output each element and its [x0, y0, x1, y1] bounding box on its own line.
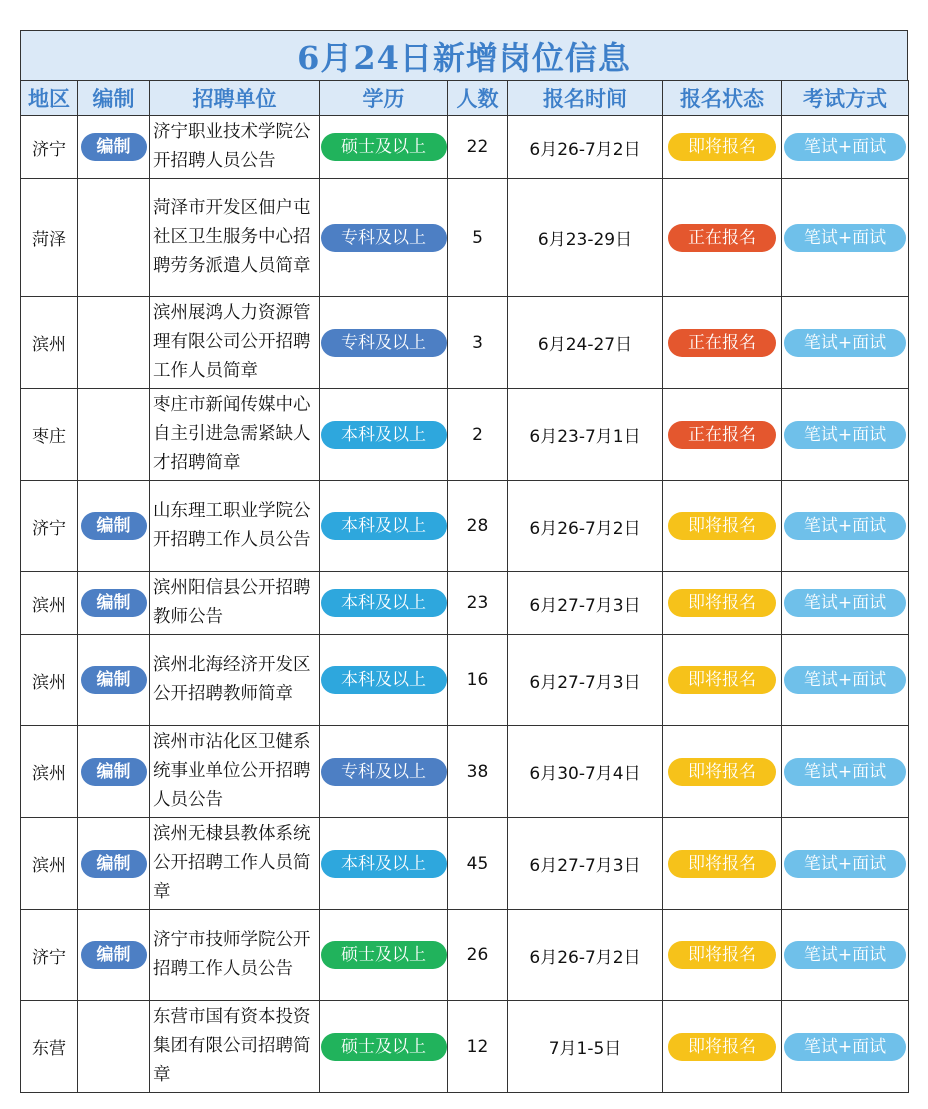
time-cell: 6月27-7月3日: [508, 818, 663, 910]
bianzhi-cell: [78, 179, 150, 297]
status-badge: 即将报名: [668, 758, 776, 786]
count-cell: 5: [448, 179, 508, 297]
bianzhi-cell: [78, 389, 150, 481]
bianzhi-cell: [78, 481, 150, 572]
time-cell: 6月26-7月2日: [508, 116, 663, 179]
region-cell: 滨州: [21, 572, 78, 635]
header-unit: 招聘单位: [150, 81, 320, 116]
exam-badge: 笔试+面试: [784, 421, 906, 449]
unit-cell: 东营市国有资本投资集团有限公司招聘简章: [150, 1001, 320, 1093]
education-badge: 硕士及以上: [321, 1033, 447, 1061]
education-cell: [320, 1001, 448, 1093]
region-cell: 济宁: [21, 481, 78, 572]
unit-cell: 滨州阳信县公开招聘教师公告: [150, 572, 320, 635]
exam-cell: [782, 116, 909, 179]
bianzhi-badge: 编制: [81, 758, 147, 786]
status-cell: [663, 179, 782, 297]
unit-cell: 滨州展鸿人力资源管理有限公司公开招聘工作人员简章: [150, 297, 320, 389]
education-cell: [320, 481, 448, 572]
education-cell: [320, 116, 448, 179]
status-badge: 正在报名: [668, 329, 776, 357]
exam-cell: [782, 297, 909, 389]
education-badge: 硕士及以上: [321, 941, 447, 969]
count-cell: 23: [448, 572, 508, 635]
region-cell: 菏泽: [21, 179, 78, 297]
table-row: [21, 116, 909, 179]
exam-cell: [782, 389, 909, 481]
time-cell: 6月23-29日: [508, 179, 663, 297]
header-status: 报名状态: [663, 81, 782, 116]
bianzhi-badge: 编制: [81, 850, 147, 878]
education-badge: 专科及以上: [321, 758, 447, 786]
education-cell: [320, 910, 448, 1001]
region-cell: 滨州: [21, 635, 78, 726]
status-cell: [663, 116, 782, 179]
unit-cell: 济宁市技师学院公开招聘工作人员公告: [150, 910, 320, 1001]
header-region: 地区: [21, 81, 78, 116]
table-row: [21, 572, 909, 635]
time-cell: 6月23-7月1日: [508, 389, 663, 481]
status-cell: [663, 726, 782, 818]
exam-cell: [782, 572, 909, 635]
exam-badge: 笔试+面试: [784, 133, 906, 161]
exam-cell: [782, 1001, 909, 1093]
bianzhi-cell: [78, 1001, 150, 1093]
status-cell: [663, 1001, 782, 1093]
count-cell: 16: [448, 635, 508, 726]
bianzhi-cell: [78, 116, 150, 179]
exam-cell: [782, 910, 909, 1001]
job-sheet: [20, 30, 908, 1093]
bianzhi-badge: 编制: [81, 133, 147, 161]
status-badge: 即将报名: [668, 850, 776, 878]
header-time: 报名时间: [508, 81, 663, 116]
exam-cell: [782, 818, 909, 910]
region-cell: 滨州: [21, 297, 78, 389]
time-cell: 6月24-27日: [508, 297, 663, 389]
unit-cell: 滨州市沾化区卫健系统事业单位公开招聘人员公告: [150, 726, 320, 818]
header-count: 人数: [448, 81, 508, 116]
exam-cell: [782, 481, 909, 572]
status-cell: [663, 481, 782, 572]
exam-badge: 笔试+面试: [784, 758, 906, 786]
header-education: 学历: [320, 81, 448, 116]
exam-badge: 笔试+面试: [784, 850, 906, 878]
unit-cell: 滨州北海经济开发区公开招聘教师简章: [150, 635, 320, 726]
exam-badge: 笔试+面试: [784, 589, 906, 617]
count-cell: 3: [448, 297, 508, 389]
table-row: [21, 726, 909, 818]
region-cell: 东营: [21, 1001, 78, 1093]
status-cell: [663, 910, 782, 1001]
education-cell: [320, 635, 448, 726]
education-badge: 专科及以上: [321, 224, 447, 252]
count-cell: 12: [448, 1001, 508, 1093]
exam-cell: [782, 179, 909, 297]
count-cell: 22: [448, 116, 508, 179]
job-table: [20, 80, 909, 1093]
bianzhi-cell: [78, 910, 150, 1001]
status-badge: 即将报名: [668, 666, 776, 694]
status-badge: 即将报名: [668, 1033, 776, 1061]
time-cell: 6月27-7月3日: [508, 635, 663, 726]
region-cell: 枣庄: [21, 389, 78, 481]
time-cell: 7月1-5日: [508, 1001, 663, 1093]
table-row: [21, 910, 909, 1001]
status-badge: 即将报名: [668, 589, 776, 617]
table-row: [21, 179, 909, 297]
education-cell: [320, 572, 448, 635]
education-cell: [320, 179, 448, 297]
exam-badge: 笔试+面试: [784, 329, 906, 357]
exam-cell: [782, 726, 909, 818]
table-row: [21, 389, 909, 481]
count-cell: 28: [448, 481, 508, 572]
unit-cell: 济宁职业技术学院公开招聘人员公告: [150, 116, 320, 179]
count-cell: 45: [448, 818, 508, 910]
table-row: [21, 297, 909, 389]
table-row: [21, 481, 909, 572]
education-cell: [320, 297, 448, 389]
table-row: [21, 635, 909, 726]
education-badge: 本科及以上: [321, 666, 447, 694]
count-cell: 38: [448, 726, 508, 818]
bianzhi-badge: 编制: [81, 512, 147, 540]
region-cell: 济宁: [21, 116, 78, 179]
bianzhi-badge: 编制: [81, 589, 147, 617]
unit-cell: 枣庄市新闻传媒中心自主引进急需紧缺人才招聘简章: [150, 389, 320, 481]
header-exam: 考试方式: [782, 81, 909, 116]
time-cell: 6月27-7月3日: [508, 572, 663, 635]
exam-badge: 笔试+面试: [784, 224, 906, 252]
education-badge: 专科及以上: [321, 329, 447, 357]
education-badge: 本科及以上: [321, 589, 447, 617]
status-cell: [663, 297, 782, 389]
unit-cell: 山东理工职业学院公开招聘工作人员公告: [150, 481, 320, 572]
exam-badge: 笔试+面试: [784, 1033, 906, 1061]
status-cell: [663, 635, 782, 726]
bianzhi-badge: 编制: [81, 666, 147, 694]
education-badge: 本科及以上: [321, 850, 447, 878]
bianzhi-cell: [78, 818, 150, 910]
region-cell: 滨州: [21, 818, 78, 910]
count-cell: 2: [448, 389, 508, 481]
unit-cell: 滨州无棣县教体系统公开招聘工作人员简章: [150, 818, 320, 910]
bianzhi-cell: [78, 635, 150, 726]
exam-badge: 笔试+面试: [784, 666, 906, 694]
region-cell: 济宁: [21, 910, 78, 1001]
unit-cell: 菏泽市开发区佃户屯社区卫生服务中心招聘劳务派遣人员简章: [150, 179, 320, 297]
status-cell: [663, 572, 782, 635]
table-row: [21, 1001, 909, 1093]
status-badge: 即将报名: [668, 941, 776, 969]
exam-badge: 笔试+面试: [784, 512, 906, 540]
time-cell: 6月30-7月4日: [508, 726, 663, 818]
status-badge: 正在报名: [668, 421, 776, 449]
education-cell: [320, 389, 448, 481]
table-row: [21, 818, 909, 910]
education-cell: [320, 726, 448, 818]
sheet-title: 6月24日新增岗位信息: [20, 30, 908, 80]
education-badge: 硕士及以上: [321, 133, 447, 161]
count-cell: 26: [448, 910, 508, 1001]
education-cell: [320, 818, 448, 910]
time-cell: 6月26-7月2日: [508, 481, 663, 572]
status-cell: [663, 818, 782, 910]
exam-cell: [782, 635, 909, 726]
bianzhi-cell: [78, 572, 150, 635]
status-badge: 即将报名: [668, 512, 776, 540]
region-cell: 滨州: [21, 726, 78, 818]
status-badge: 正在报名: [668, 224, 776, 252]
status-cell: [663, 389, 782, 481]
bianzhi-badge: 编制: [81, 941, 147, 969]
header-row: [21, 81, 909, 116]
bianzhi-cell: [78, 726, 150, 818]
education-badge: 本科及以上: [321, 421, 447, 449]
table-body: [21, 116, 909, 1093]
status-badge: 即将报名: [668, 133, 776, 161]
bianzhi-cell: [78, 297, 150, 389]
education-badge: 本科及以上: [321, 512, 447, 540]
exam-badge: 笔试+面试: [784, 941, 906, 969]
header-bianzhi: 编制: [78, 81, 150, 116]
time-cell: 6月26-7月2日: [508, 910, 663, 1001]
